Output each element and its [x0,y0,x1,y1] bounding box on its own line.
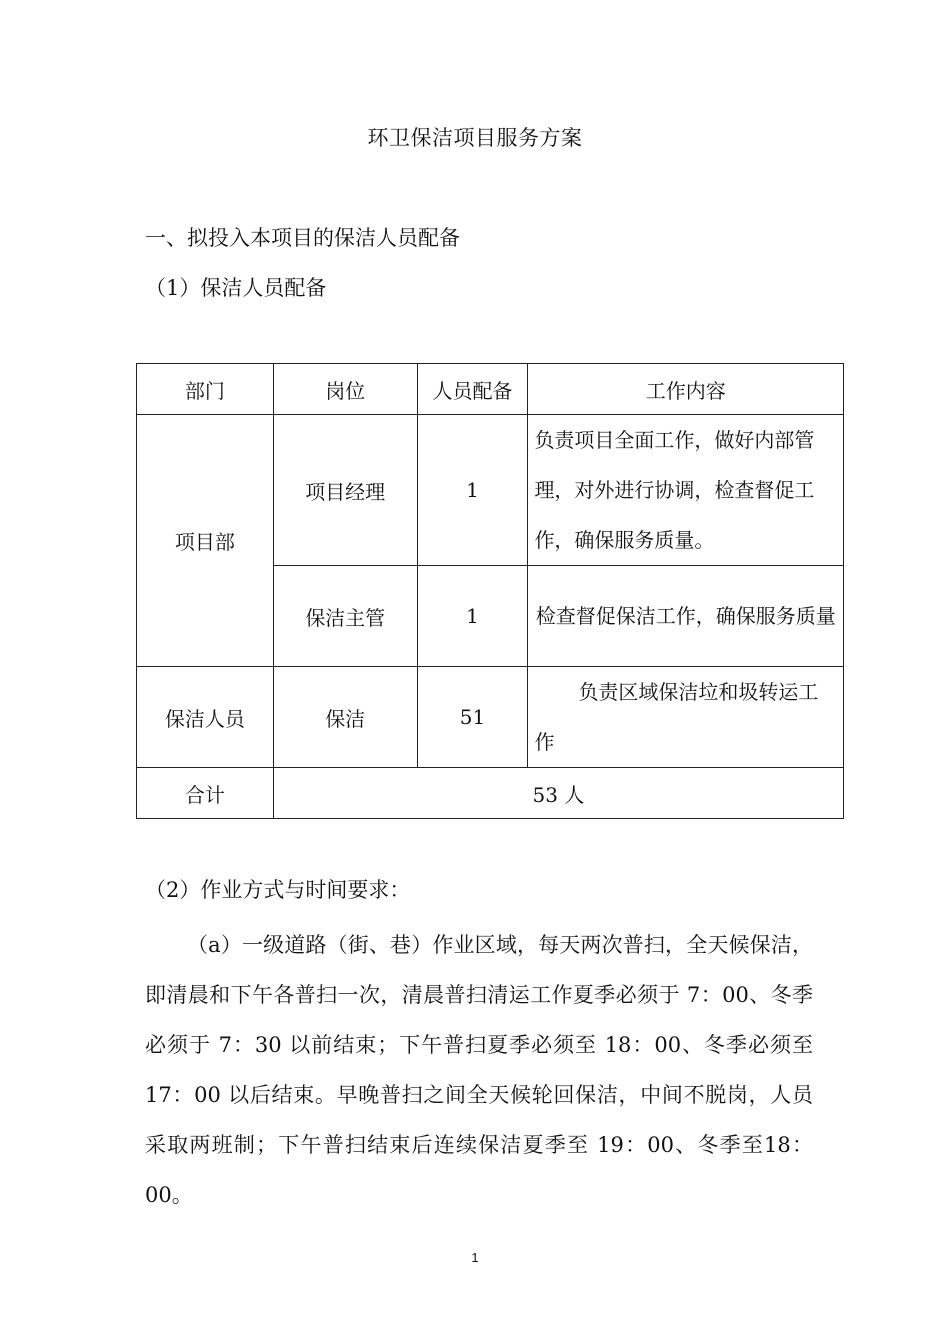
table-total-row [137,768,844,819]
post-cell: 项目经理 [273,415,417,566]
count-cell: 51 [417,667,528,768]
section-heading-staffing: 一、拟投入本项目的保洁人员配备 [145,226,460,250]
table-header-row [137,364,844,415]
page-number: 1 [471,1250,479,1265]
total-value-cell: 53 人 [273,768,843,819]
total-label-cell: 合计 [137,768,274,819]
table-header-dept: 部门 [137,364,274,415]
dept-cell: 保洁人员 [137,667,274,768]
subsection-heading-staff: （1）保洁人员配备 [145,276,327,300]
table-header-post: 岗位 [273,364,417,415]
dept-cell: 项目部 [137,415,274,667]
count-cell: 1 [417,566,528,667]
post-cell: 保洁主管 [273,566,417,667]
count-cell: 1 [417,415,528,566]
document-title: 环卫保洁项目服务方案 [367,126,583,150]
duty-cell: 检查督促保洁工作，确保服务质量 [528,566,844,667]
table-header-count: 人员配备 [417,364,528,415]
table-row [137,415,844,566]
subsection-heading-schedule: （2）作业方式与时间要求： [145,878,411,902]
table-header-duty: 工作内容 [528,364,844,415]
paragraph-schedule-a: （a）一级道路（街、巷）作业区域，每天两次普扫，全天候保洁，即清晨和下午各普扫一次，清晨普扫清运工作夏季必须于 7：00、冬季必须于 7：30 以前结束；下午普扫夏季必须至 18：00、冬季必须至 17：00 以后结束。早晚普扫之间全天候轮回保洁，中间不脱岗，人员采取两班制；下午普扫结束后连续保洁夏季至 19：00、冬季至18：00。 [145,933,813,1207]
table-row [137,667,844,768]
duty-cell: 负责项目全面工作，做好内部管理，对外进行协调，检查督促工作，确保服务质量。 [528,415,844,566]
staff-table [136,363,844,819]
duty-cell: 负责区域保洁垃和圾转运工作 [528,667,844,768]
post-cell: 保洁 [273,667,417,768]
